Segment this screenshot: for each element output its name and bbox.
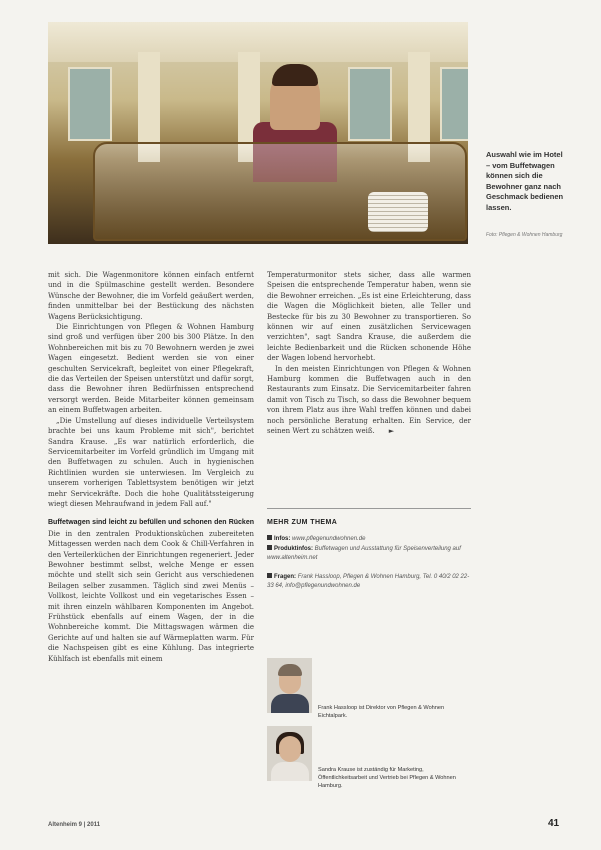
more-item-label: Fragen: bbox=[274, 574, 297, 580]
bullet-icon bbox=[267, 545, 272, 550]
more-item-infos bbox=[267, 535, 471, 544]
photo-window bbox=[68, 67, 112, 141]
more-item-label: Produktinfos: bbox=[274, 546, 313, 552]
end-mark-icon: ► bbox=[388, 427, 395, 436]
more-item-text: Frank Hassloop, Pflegen & Wohnen Hamburg, Tel. 0 40/2 02 22-33 64, info@pflegenundwohnen.de bbox=[267, 574, 470, 589]
photo-window bbox=[440, 67, 468, 141]
article-column-2 bbox=[267, 270, 471, 437]
paragraph: „Die Umstellung auf dieses individuelle Verteilsystem brachte bei uns kaum Probleme mit sich", berichtet Sandra Krause. „Es war natürlich erforderlich, die Servicemitarbeiter im Vorfeld gründlich im Umgang mit den Buffetwagen zu schulen. Auch in hygienischen Richtlinien wurden sie unterwiesen. Im Vergleich zu unserem vorherigen Tablettsystem benötigen wir jetzt mehr Servicekräfte. Doch die hohe Qualitätssteigerung wiegt diesen Mehraufwand in jedem Fall auf." bbox=[48, 416, 254, 508]
paragraph: mit sich. Die Wagenmonitore können einfach entfernt und in die Spülmaschine gestellt werden. Besondere Wünsche der Bewohner, die im Vorfeld geäußert werden, finden unmittelbar bei der Bestückung des nächsten Wagens Berücksichtigung. bbox=[48, 271, 254, 321]
portrait-body bbox=[271, 694, 309, 713]
more-item-questions bbox=[267, 573, 471, 591]
more-item-label: Infos: bbox=[274, 536, 291, 542]
paragraph bbox=[267, 364, 471, 437]
photo-credit: Foto: Pflegen & Wohnen Hamburg bbox=[486, 232, 563, 238]
bullet-icon bbox=[267, 573, 272, 578]
paragraph-text: In den meisten Einrichtungen von Pflegen & Wohnen Hamburg kommen die Buffetwagen auch in den Restaurants zum Einsatz. Die Servicemitarbeiter fahren damit von Tisch zu Tisch, so dass die Bewohner bequem von ihrem Platz aus ihre Wahl treffen können und dabei noch persönliche Beratung erhalten. Ein Service, der seinen Wert zu schätzen weiß. bbox=[267, 364, 471, 436]
photo-plates bbox=[368, 192, 428, 232]
subheading: Buffetwagen sind leicht zu befüllen und schonen den Rücken bbox=[48, 519, 254, 527]
more-item-text: Buffetwagen und Ausstattung für Speisenverteilung auf www.altenheim.net bbox=[267, 546, 461, 561]
portrait-hair bbox=[278, 664, 302, 676]
page-number: 41 bbox=[548, 818, 560, 829]
article-column-1 bbox=[48, 270, 254, 664]
paragraph-text: Die in den zentralen Produktionsküchen zubereiteten Mittagessen werden nach dem Cook & Chill-Verfahren in den Verteilerküchen der Einrichtungen regeneriert. Jeder Bewohner bestimmt selbst, welche Menge er essen möchte und stellt sich sein Gericht aus verschiedenen Beilagen selber zusammen. Täglich sind zwei Menüs – Vollkost, leichte Vollkost und ein vegetarisches Essen – mit ihren einzeln wählbaren Komponenten im Angebot. Frühstück ebenfalls auf einem Wagen, der in die Wohnbereiche kommt. Die Mittagswagen wärmen die Gerichte auf und halten sie auf Wärmeplatten warm. Für die Nachspeisen gibt es eine Kühlung. Das integrierte Kühlfach ist ebenfalls mit einem bbox=[48, 529, 254, 663]
more-item-products bbox=[267, 545, 471, 563]
portrait-caption: Sandra Krause ist zuständig für Marketing, Öffentlichkeitsarbeit und Vertrieb bei Pflegen & Wohnen Hamburg. bbox=[318, 767, 456, 789]
portrait-caption: Frank Hassloop ist Direktor von Pflegen & Wohnen Eichtalpark. bbox=[318, 705, 445, 719]
portrait-photo bbox=[267, 658, 312, 713]
divider bbox=[267, 508, 471, 509]
photo-window bbox=[348, 67, 392, 141]
magazine-issue: Altenheim 9 | 2011 bbox=[48, 822, 101, 828]
more-on-topic-title: MEHR ZUM THEMA bbox=[267, 519, 338, 526]
portrait-face bbox=[279, 736, 301, 762]
photo-caption: Auswahl wie im Hotel – vom Buffetwagen können sich die Bewohner ganz nach Geschmack bedienen lassen. bbox=[486, 150, 564, 212]
more-item-link[interactable]: www.pflegenundwohnen.de bbox=[292, 536, 366, 542]
portrait-body bbox=[271, 762, 309, 781]
bullet-icon bbox=[267, 535, 272, 540]
photo-server-hair bbox=[272, 64, 318, 86]
paragraph: Die Einrichtungen von Pflegen & Wohnen Hamburg sind groß und verfügen über 200 bis 300 Plätze. In den Wohnbereichen mit bis zu 70 Bewohnern werden je zwei Wagen eingesetzt. Bedient werden sie von einer geschulten Servicekraft, begleitet von einer Pflegekraft, die das Verteilen der Speisen unterstützt und dafür sorgt, dass die Bewohner ihren Bedürfnissen entsprechend versorgt werden. Beide Mitarbeiter können gemeinsam an einem Buffetwagen arbeiten. bbox=[48, 323, 254, 415]
paragraph: Temperaturmonitor stets sicher, dass alle warmen Speisen die entsprechende Temperatur haben, wenn sie die Bewohner erreichen. „Es ist eine Erleichterung, dass die Wagen die Möglichkeit bieten, alle Teller und Bestecke für bis zu 30 Bewohner zu transportieren. So können wir auf einen zusätzlichen Servicewagen verzichten", sagt Sandra Krause, die außerdem die leichte Bedienbarkeit und die Rücken schonende Höhe der Wagen lobend hervorhebt. bbox=[267, 271, 471, 363]
portrait-photo bbox=[267, 726, 312, 781]
paragraph-with-subhead bbox=[48, 517, 254, 664]
buffet-photo bbox=[48, 22, 468, 244]
